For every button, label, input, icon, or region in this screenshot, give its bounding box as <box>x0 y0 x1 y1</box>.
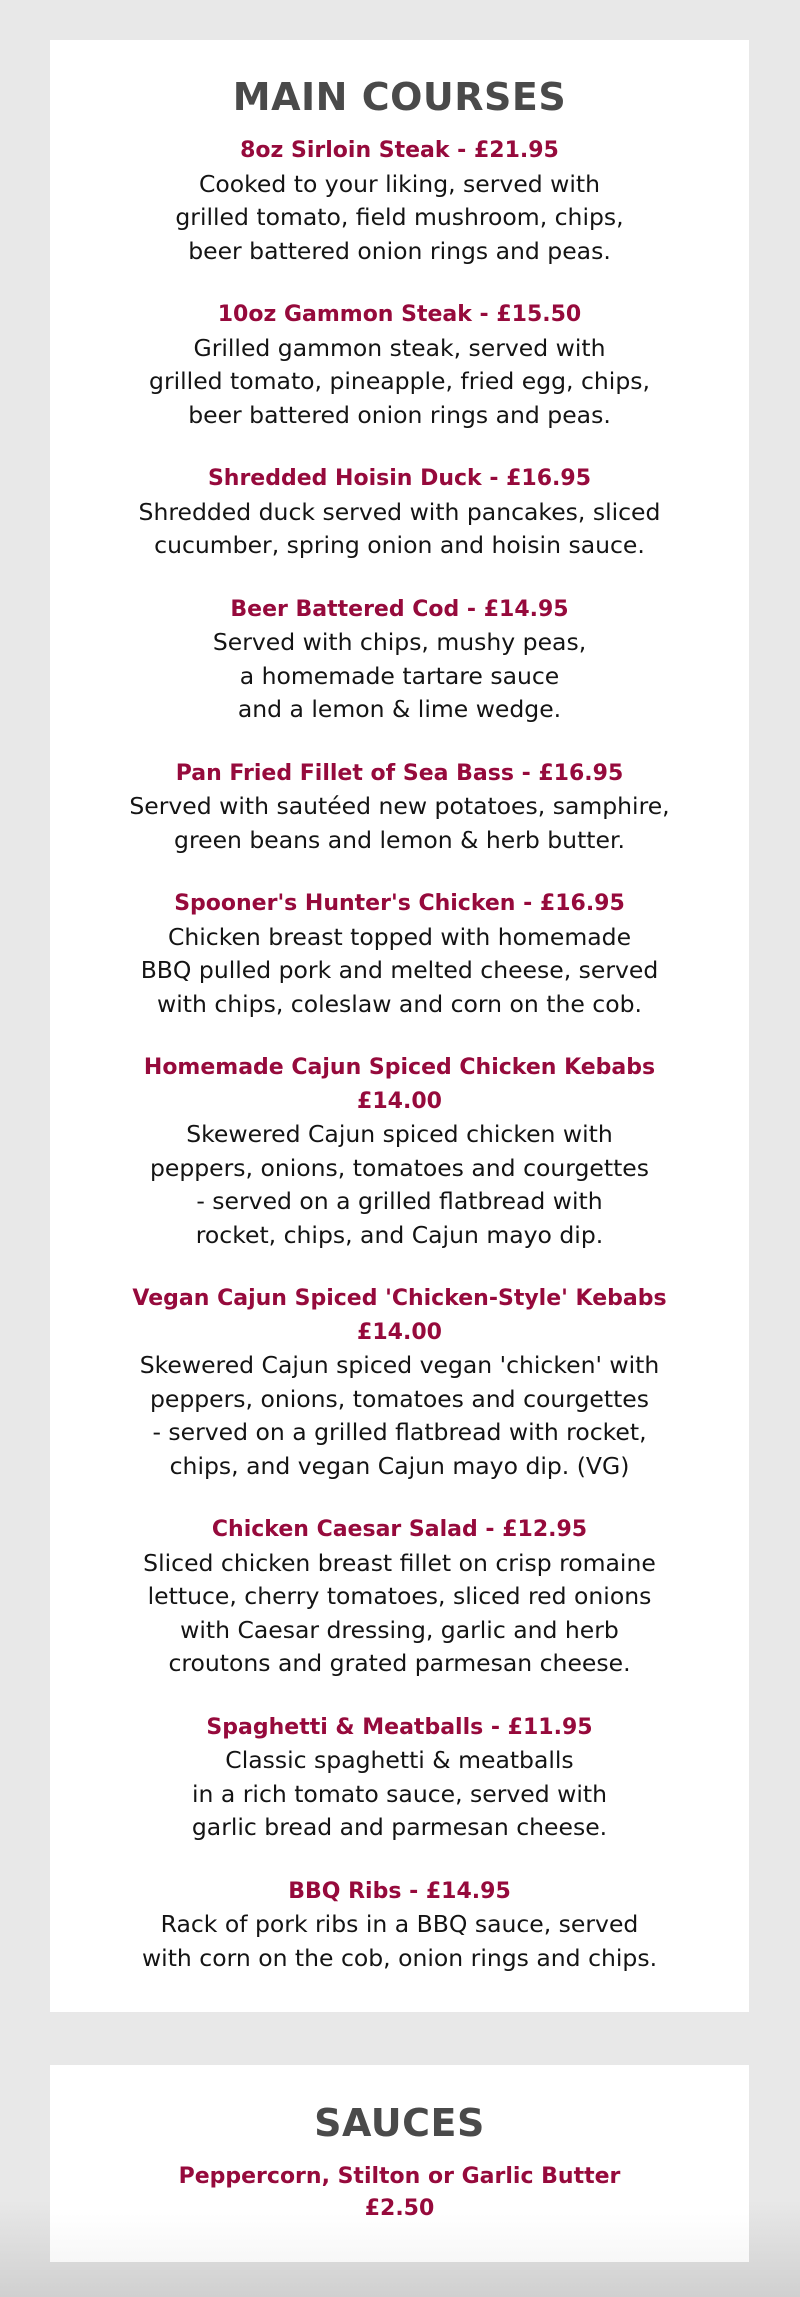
menu-item-description <box>50 168 749 269</box>
menu-item-description-line: beer battered onion rings and peas. <box>188 400 611 429</box>
menu-item-description-line: and a lemon & lime wedge. <box>237 695 562 723</box>
menu-item-name-price: Vegan Cajun Spiced 'Chicken-Style' Kebabs <box>132 1286 667 1311</box>
menu-item-description-line: in a rich tomato sauce, served with <box>191 1779 607 1808</box>
menu-item-description-line: Served with sautéed new potatoes, samphire, <box>129 792 670 820</box>
main-courses-heading: MAIN COURSES <box>232 75 567 119</box>
menu-item-description-line: beer battered onion rings and peas. <box>188 236 611 265</box>
menu-item-description <box>50 1349 749 1483</box>
menu-item-description-line: Rack of pork ribs in a BBQ sauce, served <box>160 1910 639 1938</box>
menu-item-name-price: Spooner's Hunter's Chicken - £16.95 <box>174 891 625 916</box>
menu-item-description-line: peppers, onions, tomatoes and courgettes <box>149 1384 650 1413</box>
menu-item-description-line: Grilled gammon steak, served with <box>193 333 606 362</box>
menu-item <box>50 1051 749 1252</box>
menu-item-description-line: grilled tomato, field mushroom, chips, <box>175 203 624 231</box>
menu-item-description-line: Skewered Cajun spiced chicken with <box>186 1120 613 1148</box>
menu-item-description <box>50 332 749 433</box>
menu-item-description-line: grilled tomato, pineapple, fried egg, chips, <box>149 367 650 395</box>
menu-item-description <box>50 1547 749 1681</box>
menu-item-title <box>50 757 749 791</box>
menu-item-title <box>50 1513 749 1547</box>
menu-item-list <box>50 134 749 1975</box>
menu-item-title <box>50 1282 749 1349</box>
menu-item-description-line: - served on a grilled flatbread with rocket, <box>152 1418 647 1446</box>
menu-item-price: £14.00 <box>357 1319 442 1345</box>
menu-item-description-line: BBQ pulled pork and melted cheese, served <box>140 956 659 984</box>
menu-item-description-line: Skewered Cajun spiced vegan 'chicken' with <box>139 1351 660 1379</box>
menu-item-name-price: 8oz Sirloin Steak - £21.95 <box>240 138 559 163</box>
menu-item <box>50 1513 749 1681</box>
menu-item-description-line: Sliced chicken breast fillet on crisp romaine <box>143 1548 656 1577</box>
menu-item <box>50 1711 749 1845</box>
menu-item-name-price: Beer Battered Cod - £14.95 <box>230 596 569 622</box>
menu-item-description-line: lettuce, cherry tomatoes, sliced red onions <box>147 1582 652 1610</box>
menu-item-description-line: green beans and lemon & herb butter. <box>174 825 625 854</box>
menu-item <box>50 298 749 432</box>
menu-item-name-price: 10oz Gammon Steak - £15.50 <box>217 302 582 327</box>
menu-item-title <box>50 1875 749 1909</box>
menu-item <box>50 887 749 1021</box>
menu-item-name-price: Pan Fried Fillet of Sea Bass - £16.95 <box>175 760 624 786</box>
menu-item-description-line: peppers, onions, tomatoes and courgettes <box>149 1153 650 1182</box>
menu-item <box>50 593 749 727</box>
menu-item-title <box>50 134 749 168</box>
menu-item <box>50 462 749 563</box>
menu-item-description <box>50 1744 749 1845</box>
sauces-heading: SAUCES <box>314 2101 485 2145</box>
menu-item-title <box>50 593 749 627</box>
menu-item-description-line: Chicken breast topped with homemade <box>167 922 632 951</box>
menu-item-title <box>50 1711 749 1745</box>
main-courses-section <box>50 40 749 2012</box>
menu-item-description-line: Cooked to your liking, served with <box>198 169 601 198</box>
menu-item-description-line: cucumber, spring onion and hoisin sauce. <box>154 531 645 559</box>
menu-item-description-line: - served on a grilled flatbread with <box>196 1187 603 1215</box>
menu-item-description <box>50 790 749 857</box>
menu-item-description-line: garlic bread and parmesan cheese. <box>191 1813 608 1841</box>
menu-item-description <box>50 496 749 563</box>
menu-item-description-line: rocket, chips, and Cajun mayo dip. <box>195 1220 604 1249</box>
menu-item-title <box>50 462 749 496</box>
menu-item-description <box>50 1118 749 1252</box>
menu-item-description-line: with corn on the cob, onion rings and chips. <box>141 1943 658 1972</box>
menu-item-name-price: BBQ Ribs - £14.95 <box>288 1878 511 1904</box>
sauces-section <box>50 2065 749 2262</box>
menu-item-description <box>50 626 749 727</box>
menu-item <box>50 1282 749 1483</box>
menu-item-name-price: Homemade Cajun Spiced Chicken Kebabs <box>143 1055 656 1080</box>
menu-item-price: £14.00 <box>357 1088 442 1114</box>
menu-item <box>50 134 749 268</box>
menu-item-description-line: Shredded duck served with pancakes, sliced <box>138 497 661 526</box>
menu-item-description-line: croutons and grated parmesan cheese. <box>168 1649 631 1677</box>
menu-item <box>50 1875 749 1976</box>
menu-item-description-line: chips, and vegan Cajun mayo dip. (VG) <box>169 1451 630 1480</box>
menu-item-title <box>50 1051 749 1118</box>
menu-item-title <box>50 887 749 921</box>
menu-item-description-line: a homemade tartare sauce <box>239 661 560 690</box>
menu-item-description <box>50 1908 749 1975</box>
menu-item-name-price: Shredded Hoisin Duck - £16.95 <box>207 466 592 491</box>
menu-item-name-price: Spaghetti & Meatballs - £11.95 <box>206 1714 593 1740</box>
sauce-item-name: Peppercorn, Stilton or Garlic Butter <box>178 2164 621 2189</box>
menu-item <box>50 757 749 858</box>
menu-item-description-line: Served with chips, mushy peas, <box>212 628 587 656</box>
menu-item-description-line: with Caesar dressing, garlic and herb <box>180 1615 619 1644</box>
menu-item-title <box>50 298 749 332</box>
menu-item-name-price: Chicken Caesar Salad - £12.95 <box>211 1517 588 1542</box>
menu-item-description-line: with chips, coleslaw and corn on the cob. <box>157 989 642 1018</box>
menu-item-description-line: Classic spaghetti & meatballs <box>225 1746 574 1774</box>
sauce-item-title <box>50 2161 749 2225</box>
menu-item-description <box>50 921 749 1022</box>
sauce-item-price: £2.50 <box>364 2196 435 2221</box>
